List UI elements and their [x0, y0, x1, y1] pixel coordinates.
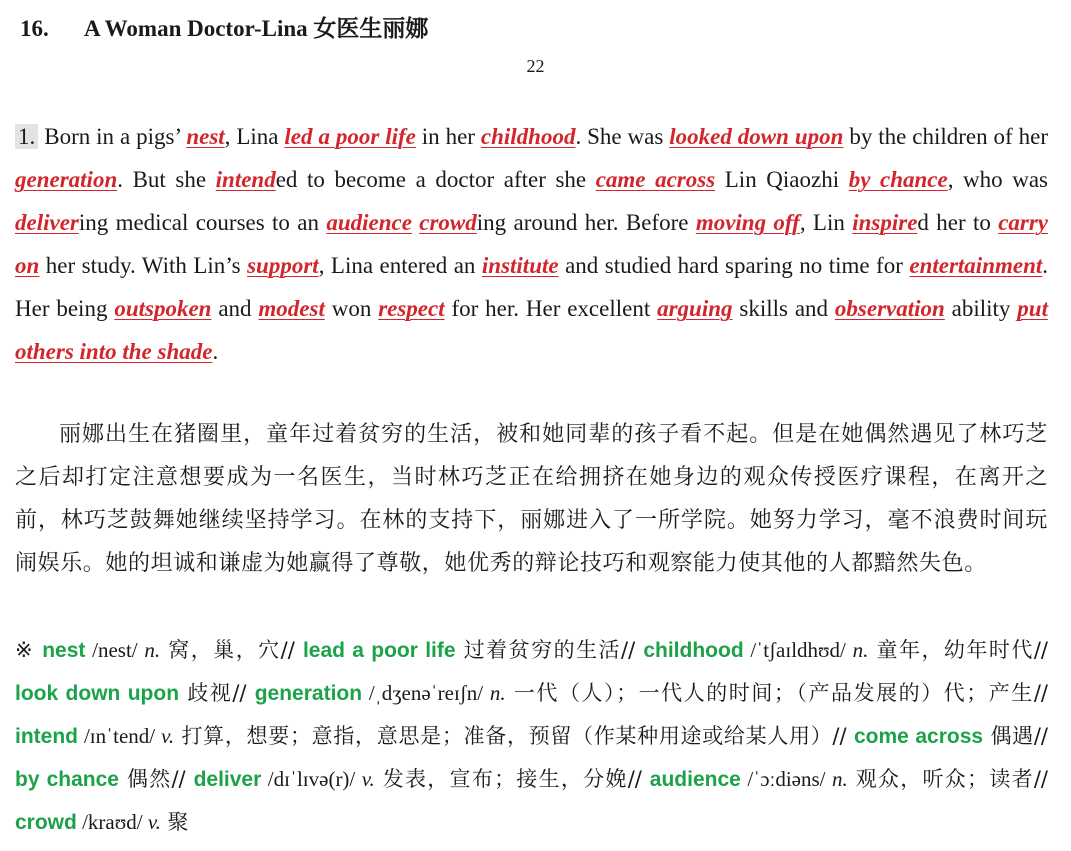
vocab-term: by chance: [15, 768, 119, 791]
paragraph-text: . Her being: [15, 253, 1049, 321]
keyword: by chance: [848, 167, 948, 192]
page-number: 22: [526, 56, 545, 76]
keyword: childhood: [480, 124, 576, 149]
part-of-speech: v.: [361, 767, 375, 791]
keyword: led a poor life: [284, 124, 416, 149]
keyword: entertainment: [909, 253, 1043, 278]
phonetic: /nest/: [85, 638, 145, 662]
part-of-speech: n.: [832, 767, 848, 791]
paragraph-text: by the children of her: [843, 124, 1048, 149]
keyword: arguing: [657, 296, 733, 321]
phonetic: /dɪˈlɪvə(r)/: [261, 767, 362, 791]
vocab-term: look down upon: [15, 682, 180, 705]
phonetic: /ˈɔːdiəns/: [740, 767, 833, 791]
paragraph-text: , Lin: [799, 210, 853, 235]
vocab-term: come across: [853, 725, 984, 748]
part-of-speech: n.: [852, 638, 869, 662]
phonetic: /ˌdʒenəˈreɪʃn/: [362, 681, 490, 705]
keyword: modest: [258, 296, 325, 321]
keyword: intend: [215, 167, 276, 192]
paragraph-text: ing medical courses to an: [78, 210, 327, 235]
keyword: carry on: [15, 210, 1049, 278]
paragraph-number: 1.: [15, 124, 38, 149]
definition: 童年，幼年时代//: [868, 638, 1048, 662]
keyword: respect: [378, 296, 445, 321]
lesson-number: 16.: [20, 16, 49, 41]
definition: 打算，想要；意指，意思是；准备，预留（作某种用途或给某人用）//: [174, 724, 854, 748]
paragraph-text: her study. With Lin’s: [39, 253, 248, 278]
phonetic: /kraʊd/: [76, 810, 148, 834]
vocab-term: lead a poor life: [302, 639, 456, 662]
part-of-speech: v.: [161, 724, 175, 748]
definition: 歧视//: [179, 681, 255, 705]
part-of-speech: n.: [489, 681, 506, 705]
vocab-term: nest: [42, 639, 86, 662]
keyword: support: [247, 253, 319, 278]
keyword: deliver: [15, 210, 79, 235]
definition: 发表，宣布；接生，分娩//: [374, 767, 650, 791]
paragraph-text: ed to become a doctor after she: [275, 167, 596, 192]
definition: 偶然//: [118, 767, 194, 791]
paragraph-text: for her. Her excellent: [444, 296, 658, 321]
keyword: institute: [481, 253, 559, 278]
keyword: moving off: [695, 210, 800, 235]
definition: 聚: [160, 810, 189, 834]
paragraph-text: skills and: [732, 296, 835, 321]
paragraph-text: .: [212, 339, 219, 364]
phonetic: /ˈtʃaɪldhʊd/: [743, 638, 853, 662]
vocab-term: audience: [649, 768, 741, 791]
vocab-term: deliver: [193, 768, 262, 791]
keyword: outspoken: [114, 296, 212, 321]
vocab-term: childhood: [643, 639, 744, 662]
keyword: crowd: [419, 210, 477, 235]
english-paragraph: [15, 115, 1048, 373]
definition: 观众，听众；读者//: [847, 767, 1048, 791]
paragraph-text: . But she: [117, 167, 216, 192]
definition: 过着贫穷的生活//: [455, 638, 644, 662]
paragraph-text: d her to: [917, 210, 999, 235]
paragraph-text: ability: [944, 296, 1018, 321]
definition: 偶遇//: [983, 724, 1048, 748]
keyword: looked down upon: [669, 124, 844, 149]
keyword: observation: [834, 296, 945, 321]
paragraph-text: . She was: [575, 124, 670, 149]
paragraph-text: ing around her. Before: [476, 210, 696, 235]
paragraph-text: , Lina entered an: [318, 253, 482, 278]
reference-mark-icon: ※: [15, 638, 35, 662]
keyword: put others into the shade: [15, 296, 1048, 364]
vocab-term: intend: [15, 725, 78, 748]
vocabulary-notes: [15, 629, 1048, 844]
paragraph-text: Lin Qiaozhi: [715, 167, 849, 192]
paragraph-text: won: [324, 296, 379, 321]
paragraph-text: , who was: [947, 167, 1049, 192]
definition: 一代（人）；一代人的时间；（产品发展的）代；产生//: [505, 681, 1048, 705]
definition: 窝，巢，穴//: [160, 638, 303, 662]
paragraph-text: , Lina: [224, 124, 285, 149]
phonetic: /ɪnˈtend/: [78, 724, 162, 748]
keyword: nest: [186, 124, 225, 149]
keyword: inspire: [852, 210, 918, 235]
keyword: generation: [15, 167, 118, 192]
lesson-heading: [20, 10, 428, 43]
part-of-speech: v.: [147, 810, 161, 834]
vocab-term: generation: [254, 682, 363, 705]
paragraph-text: in her: [415, 124, 481, 149]
lesson-title: A Woman Doctor-Lina 女医生丽娜: [84, 16, 429, 41]
vocab-term: crowd: [15, 811, 77, 834]
keyword: audience: [326, 210, 412, 235]
paragraph-text: and: [211, 296, 259, 321]
part-of-speech: n.: [144, 638, 161, 662]
keyword: came across: [595, 167, 716, 192]
paragraph-text: Born in a pigs’: [44, 124, 187, 149]
chinese-translation: 丽娜出生在猪圈里，童年过着贫穷的生活，被和她同辈的孩子看不起。但是在她偶然遇见了林巧芝之后却打定注意想要成为一名医生，当时林巧芝正在给拥挤在她身边的观众传授医疗课程，在离开之前，林巧芝鼓舞她继续坚持学习。在林的支持下，丽娜进入了一所学院。她努力学习，毫不浪费时间玩闹娱乐。她的坦诚和谦虚为她赢得了尊敬，她优秀的辩论技巧和观察能力使其他的人都黯然失色。: [15, 422, 1048, 576]
paragraph-text: and studied hard sparing no time for: [558, 253, 910, 278]
